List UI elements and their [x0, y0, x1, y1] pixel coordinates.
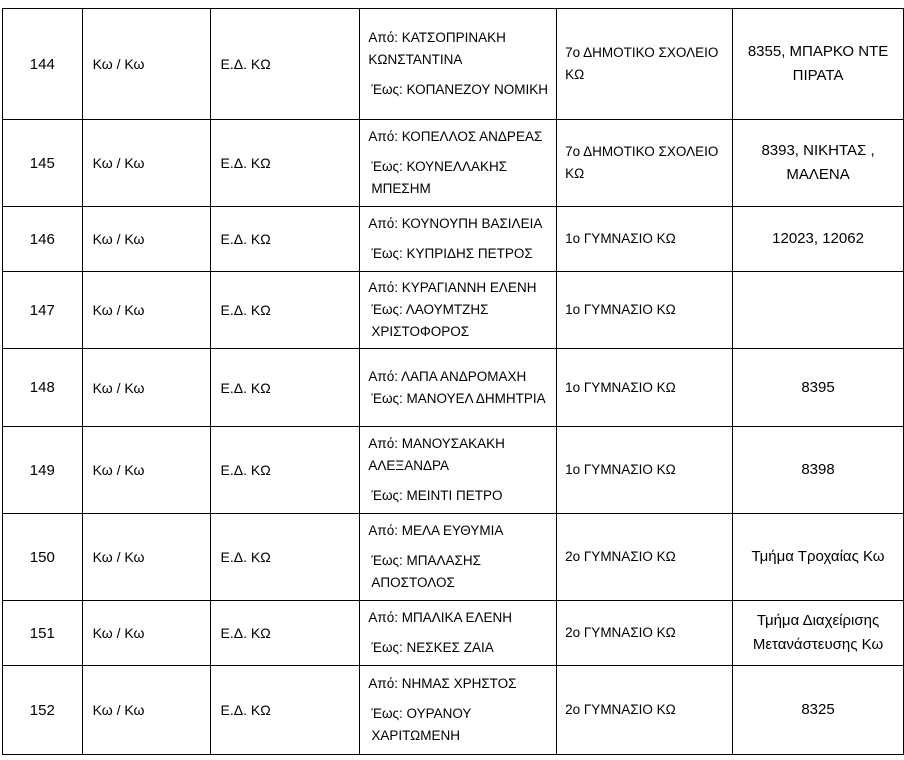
polling-school: 1ο ΓΥΜΝΑΣΙΟ ΚΩ [557, 349, 733, 427]
area: Κω / Κω [82, 9, 210, 120]
electoral-district: Ε.Δ. ΚΩ [210, 349, 360, 427]
name-range [360, 207, 557, 272]
range-to: Έως: ΜΠΑΛΑΣΗΣ ΑΠΟΣΤΟΛΟΣ [371, 553, 481, 590]
range-to: Έως: ΚΟΠΑΝΕΖΟΥ ΝΟΜΙΚΗ [371, 82, 548, 97]
table-row [3, 666, 904, 755]
range-from: Από: ΜΑΝΟΥΣΑΚΑΚΗ ΑΛΕΞΑΝΔΡΑ [368, 436, 505, 473]
name-range [360, 666, 557, 755]
range-to: Έως: ΚΟΥΝΕΛΛΑΚΗΣ ΜΠΕΣΗΜ [371, 159, 508, 196]
station-location: 8395 [733, 349, 904, 427]
electoral-district: Ε.Δ. ΚΩ [210, 514, 360, 601]
table-row [3, 9, 904, 120]
polling-stations-table [2, 8, 904, 755]
name-range [360, 9, 557, 120]
range-from: Από: ΚΟΥΝΟΥΠΗ ΒΑΣΙΛΕΙΑ [368, 216, 543, 231]
electoral-district: Ε.Δ. ΚΩ [210, 272, 360, 349]
table-row [3, 427, 904, 514]
range-to: Έως: ΝΕΣΚΕΣ ΖΑΙΑ [371, 640, 494, 655]
station-location: 8393, ΝΙΚΗΤΑΣ , ΜΑΛΕΝΑ [733, 120, 904, 207]
range-to: Έως: ΜΕΙΝΤΙ ΠΕΤΡΟ [371, 488, 503, 503]
name-range [360, 427, 557, 514]
station-location: 12023, 12062 [733, 207, 904, 272]
row-number: 150 [3, 514, 83, 601]
range-from: Από: ΚΑΤΣΟΠΡΙΝΑΚΗ ΚΩΝΣΤΑΝΤΙΝΑ [368, 30, 506, 67]
electoral-district: Ε.Δ. ΚΩ [210, 601, 360, 666]
area: Κω / Κω [82, 666, 210, 755]
name-range [360, 349, 557, 427]
polling-school: 7ο ΔΗΜΟΤΙΚΟ ΣΧΟΛΕΙΟ ΚΩ [557, 9, 733, 120]
row-number: 148 [3, 349, 83, 427]
row-number: 151 [3, 601, 83, 666]
name-range [360, 514, 557, 601]
area: Κω / Κω [82, 207, 210, 272]
electoral-district: Ε.Δ. ΚΩ [210, 9, 360, 120]
polling-school: 1ο ΓΥΜΝΑΣΙΟ ΚΩ [557, 272, 733, 349]
range-to: Έως: ΜΑΝΟΥΕΛ ΔΗΜΗΤΡΙΑ [371, 390, 546, 406]
table-row [3, 601, 904, 666]
range-from: Από: ΚΟΠΕΛΛΟΣ ΑΝΔΡΕΑΣ [368, 129, 543, 144]
electoral-district: Ε.Δ. ΚΩ [210, 427, 360, 514]
range-from: Από: ΝΗΜΑΣ ΧΡΗΣΤΟΣ [368, 676, 517, 691]
area: Κω / Κω [82, 272, 210, 349]
table-row [3, 207, 904, 272]
range-from: Από: ΜΕΛΑ ΕΥΘΥΜΙΑ [368, 523, 504, 538]
range-from: Από: ΜΠΑΛΙΚΑ ΕΛΕΝΗ [368, 610, 513, 625]
station-location [733, 272, 904, 349]
row-number: 145 [3, 120, 83, 207]
name-range [360, 601, 557, 666]
row-number: 152 [3, 666, 83, 755]
polling-school: 1ο ΓΥΜΝΑΣΙΟ ΚΩ [557, 207, 733, 272]
polling-school: 2ο ΓΥΜΝΑΣΙΟ ΚΩ [557, 601, 733, 666]
range-to: Έως: ΛΑΟΥΜΤΖΗΣ ΧΡΙΣΤΟΦΟΡΟΣ [371, 302, 489, 339]
range-to: Έως: ΟΥΡΑΝΟΥ ΧΑΡΙΤΩΜΕΝΗ [371, 706, 472, 743]
electoral-district: Ε.Δ. ΚΩ [210, 120, 360, 207]
station-location: Τμήμα Διαχείρισης Μετανάστευσης Κω [733, 601, 904, 666]
station-location: 8398 [733, 427, 904, 514]
station-location: 8355, ΜΠΑΡΚΟ ΝΤΕ ΠΙΡΑΤΑ [733, 9, 904, 120]
polling-school: 2ο ΓΥΜΝΑΣΙΟ ΚΩ [557, 514, 733, 601]
row-number: 149 [3, 427, 83, 514]
range-to: Έως: ΚΥΠΡΙΔΗΣ ΠΕΤΡΟΣ [371, 246, 533, 261]
polling-school: 1ο ΓΥΜΝΑΣΙΟ ΚΩ [557, 427, 733, 514]
area: Κω / Κω [82, 514, 210, 601]
station-location: Τμήμα Τροχαίας Κω [733, 514, 904, 601]
table-row [3, 514, 904, 601]
row-number: 147 [3, 272, 83, 349]
table-row [3, 349, 904, 427]
polling-school: 2ο ΓΥΜΝΑΣΙΟ ΚΩ [557, 666, 733, 755]
area: Κω / Κω [82, 601, 210, 666]
row-number: 144 [3, 9, 83, 120]
row-number: 146 [3, 207, 83, 272]
table-row [3, 120, 904, 207]
polling-school: 7ο ΔΗΜΟΤΙΚΟ ΣΧΟΛΕΙΟ ΚΩ [557, 120, 733, 207]
name-range [360, 120, 557, 207]
area: Κω / Κω [82, 120, 210, 207]
station-location: 8325 [733, 666, 904, 755]
area: Κω / Κω [82, 349, 210, 427]
range-from: Από: ΚΥΡΑΓΙΑΝΝΗ ΕΛΕΝΗ [368, 280, 537, 295]
table-row [3, 272, 904, 349]
name-range [360, 272, 557, 349]
electoral-district: Ε.Δ. ΚΩ [210, 666, 360, 755]
range-from: Από: ΛΑΠΑ ΑΝΔΡΟΜΑΧΗ [368, 368, 527, 384]
area: Κω / Κω [82, 427, 210, 514]
electoral-district: Ε.Δ. ΚΩ [210, 207, 360, 272]
